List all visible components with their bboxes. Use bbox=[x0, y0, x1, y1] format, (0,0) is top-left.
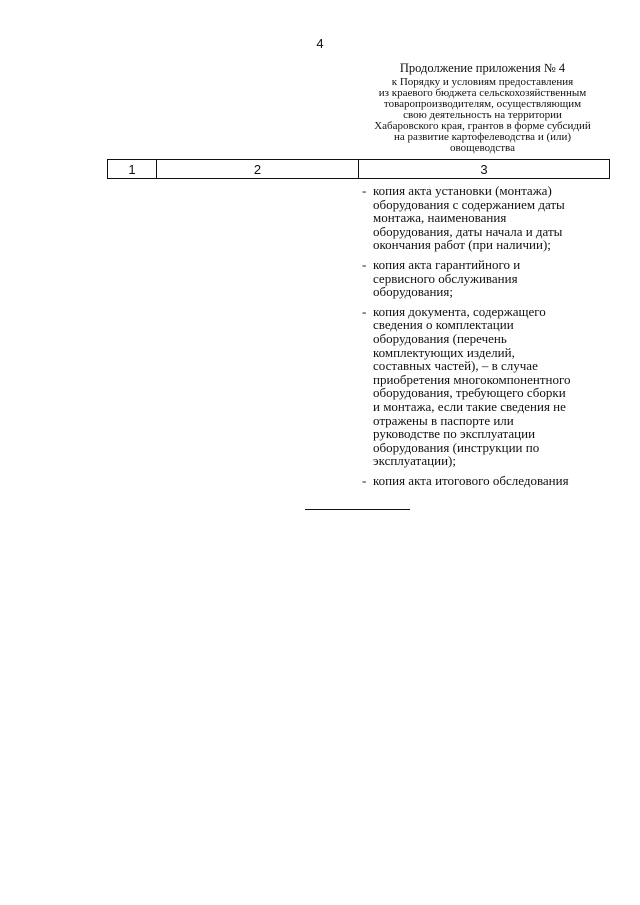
appendix-subtitle-line: свою деятельность на территории bbox=[403, 109, 562, 121]
list-item bbox=[362, 305, 610, 468]
appendix-header bbox=[355, 61, 610, 154]
list-item-line: сведения о комплектации bbox=[373, 317, 514, 333]
appendix-subtitle-line: на развитие картофелеводства и (или) bbox=[393, 131, 572, 143]
list-item-line: оборудования, даты начала и даты bbox=[373, 223, 563, 239]
list-item-line: сервисного обслуживания bbox=[373, 270, 518, 286]
list-item-line: эксплуатации); bbox=[373, 453, 456, 469]
list-item bbox=[362, 474, 610, 488]
column-number-3: 3 bbox=[359, 160, 610, 178]
list-dash: - bbox=[362, 256, 367, 272]
appendix-subtitle-line: к Порядку и условиям предоставления bbox=[391, 76, 574, 88]
column-number-2: 2 bbox=[157, 160, 359, 178]
list-dash: - bbox=[362, 303, 367, 319]
list-item-line: руководстве по эксплуатации bbox=[373, 426, 536, 442]
list-item-line: копия акта гарантийного и bbox=[373, 256, 521, 272]
column-number-1: 1 bbox=[108, 160, 157, 178]
list-item bbox=[362, 184, 610, 252]
list-item-line: копия документа, содержащего bbox=[373, 303, 546, 319]
column-number-header-row bbox=[107, 159, 610, 179]
list-item-line: отражены в паспорте или bbox=[373, 412, 514, 428]
list-item-line: составных частей), – в случае bbox=[373, 358, 538, 374]
list-dash: - bbox=[362, 472, 367, 488]
appendix-subtitle-line: из краевого бюджета сельскохозяйственным bbox=[378, 87, 587, 99]
list-item-text bbox=[373, 258, 610, 299]
list-item-line: приобретения многокомпонентного bbox=[373, 371, 571, 387]
list-item-line: оборудования, требующего сборки bbox=[373, 385, 566, 401]
end-of-document-rule bbox=[305, 509, 410, 510]
list-item-line: и монтажа, если такие сведения не bbox=[373, 398, 566, 414]
list-dash: - bbox=[362, 183, 367, 198]
list-item bbox=[362, 258, 610, 299]
list-item-line: монтажа, наименования bbox=[373, 210, 507, 226]
appendix-title: Продолжение приложения № 4 bbox=[399, 61, 566, 75]
appendix-subtitle-line: Хабаровского края, грантов в форме субсидий bbox=[374, 120, 591, 132]
document-list bbox=[362, 184, 610, 493]
list-item-line: оборудования (инструкции по bbox=[373, 439, 540, 455]
list-item-line: копия акта итогового обследования bbox=[373, 472, 569, 488]
list-item-line: копия акта установки (монтажа) bbox=[373, 183, 552, 198]
list-item-text bbox=[373, 184, 610, 252]
list-item-line: оборудования с содержанием даты bbox=[373, 196, 565, 212]
list-item-line: оборудования (перечень bbox=[373, 330, 507, 346]
appendix-subtitle-line: товаропроизводителям, осуществляющим bbox=[383, 98, 582, 110]
page-number: 4 bbox=[316, 36, 324, 51]
list-item-line: оборудования; bbox=[373, 284, 453, 300]
list-item-line: окончания работ (при наличии); bbox=[373, 237, 551, 253]
appendix-subtitle-line: овощеводства bbox=[450, 142, 515, 154]
list-item-line: комплектующих изделий, bbox=[373, 344, 515, 360]
list-item-text bbox=[373, 305, 610, 468]
list-item-text bbox=[373, 474, 610, 488]
